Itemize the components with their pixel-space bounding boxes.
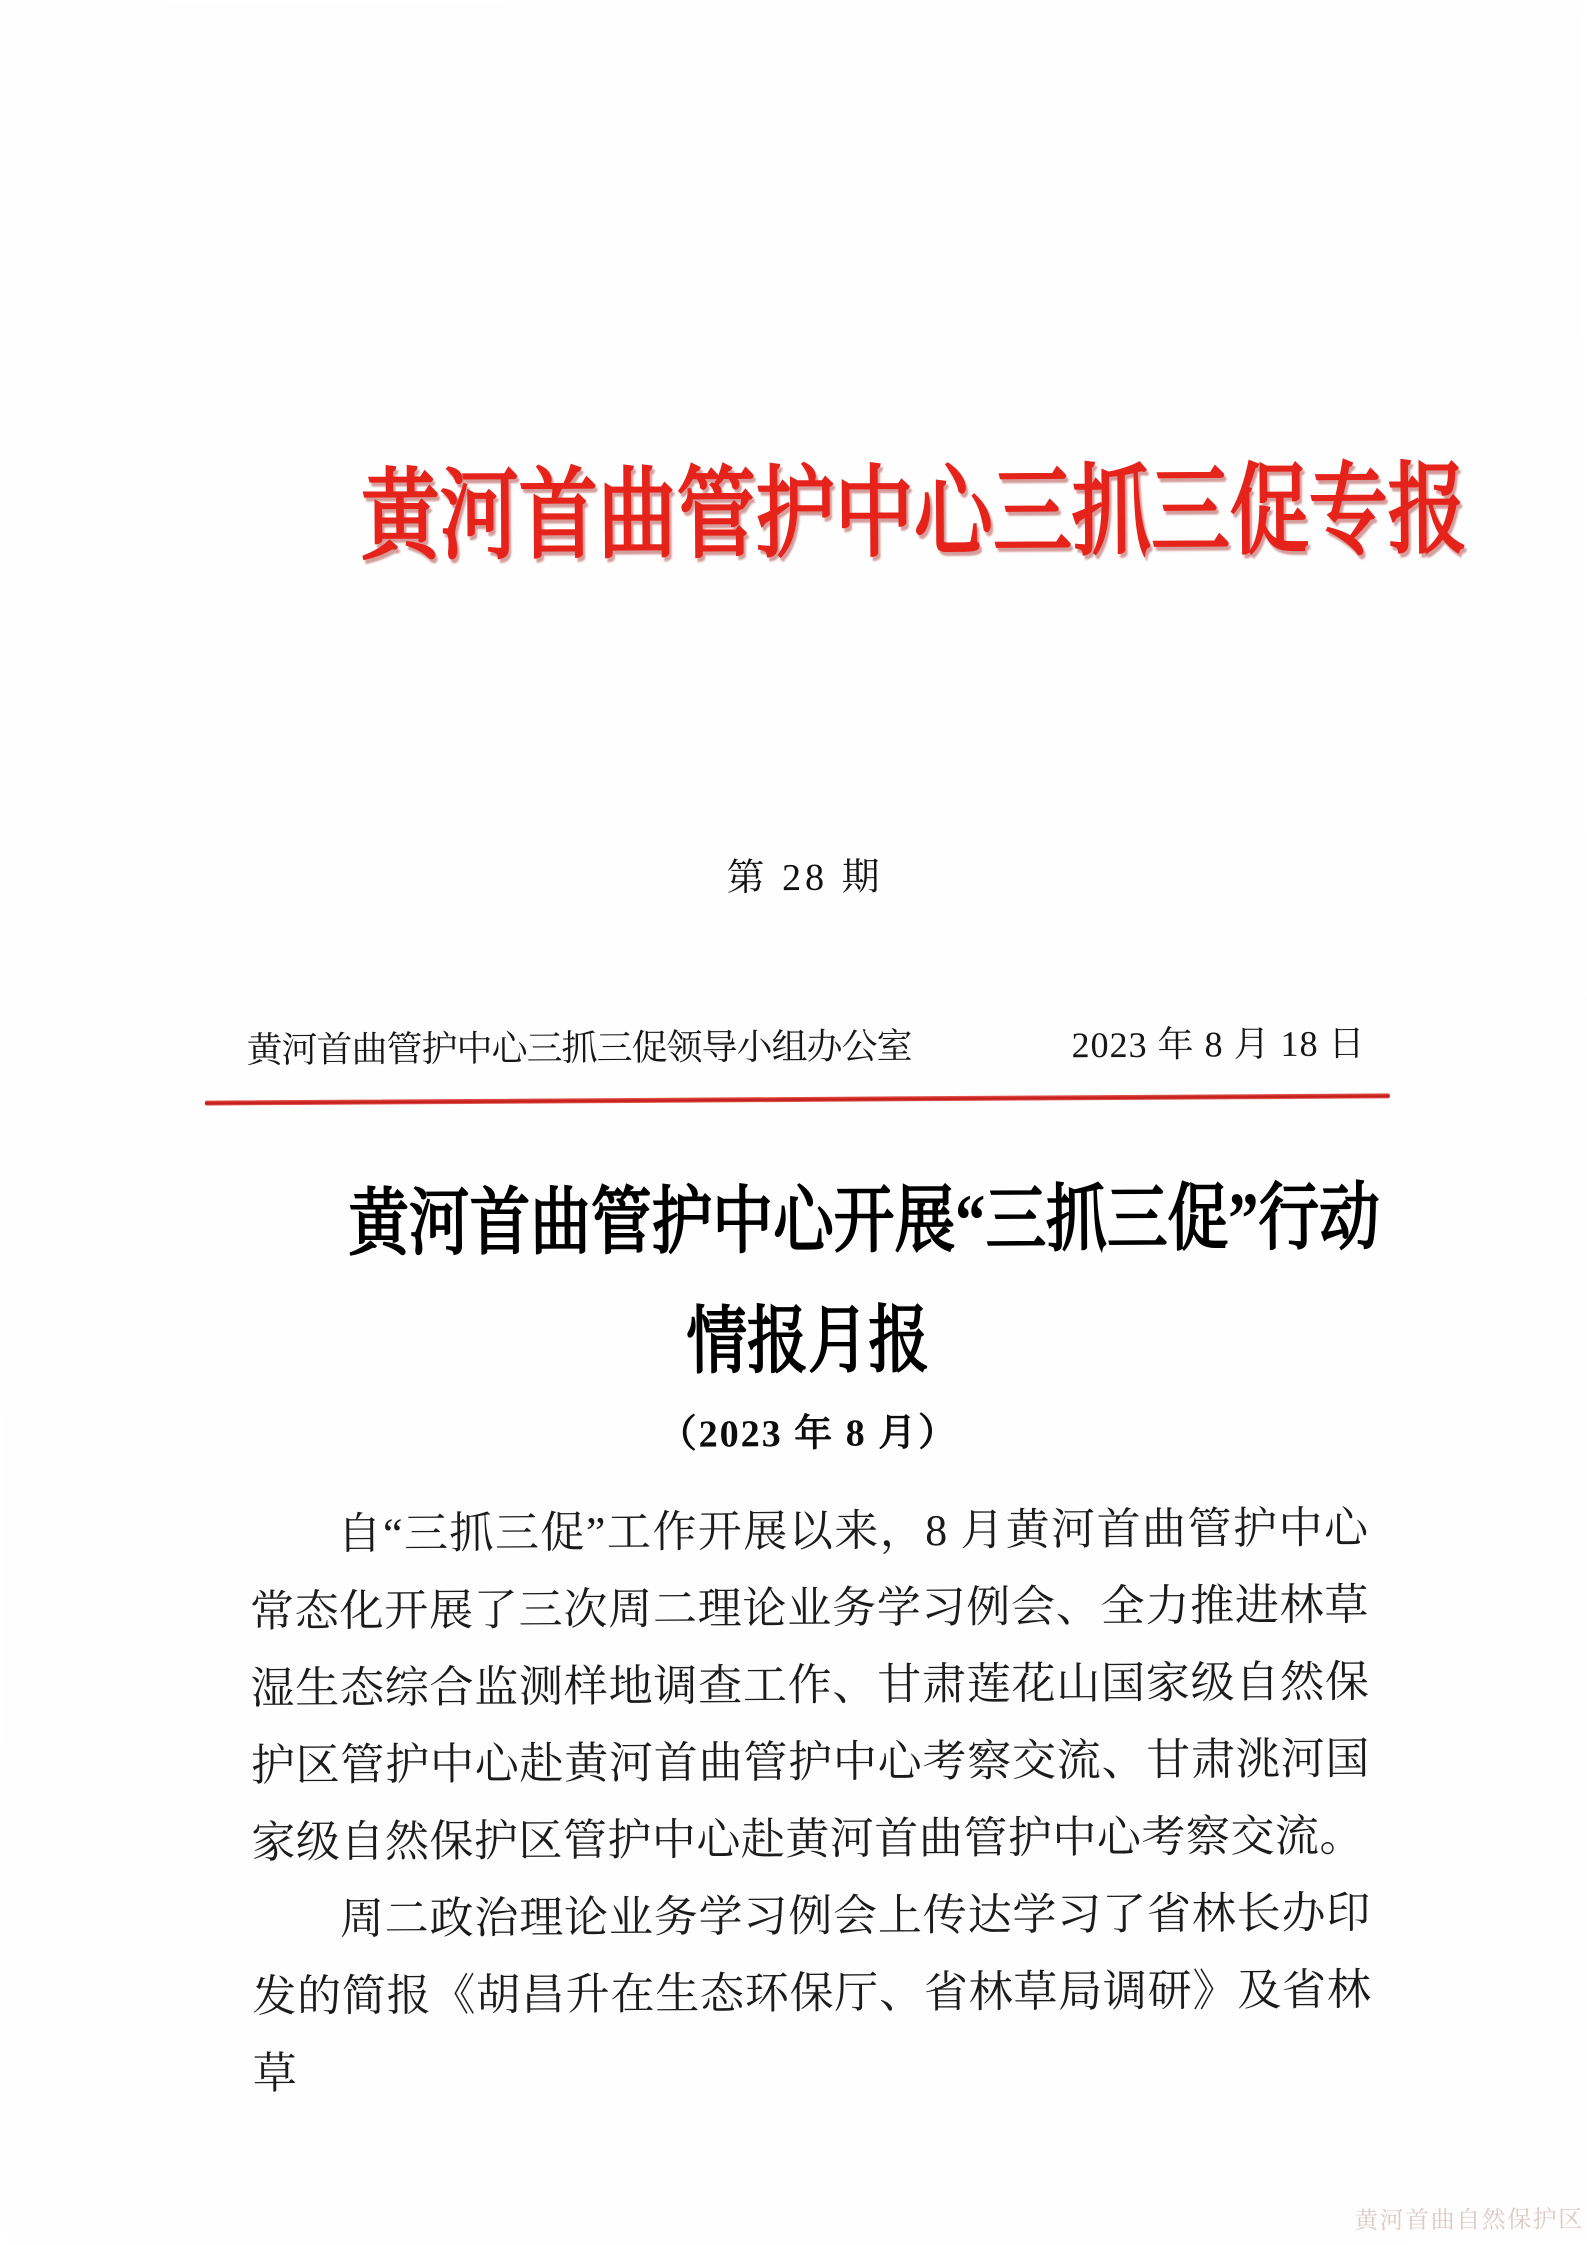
document-title <box>247 1159 1381 1406</box>
document-title-line-1: 黄河首曲管护中心开展“三抓三促”行动 <box>348 1177 1381 1267</box>
issuer-name: 黄河首曲管护中心三抓三促领导小组办公室 <box>246 1025 912 1070</box>
issue-number: 第 28 期 <box>726 856 884 900</box>
red-divider-rule <box>205 1094 1390 1106</box>
body-paragraph: 周二政治理论业务学习例会上传达学习了省林长办印发的简报《胡昌升在生态环保厅、省林草局调研》及省林草 <box>252 1888 1372 2099</box>
report-period: （2023 年 8 月） <box>658 1412 959 1457</box>
body-text <box>249 1490 1372 2113</box>
meta-row <box>246 1020 1365 1074</box>
watermark-text: 黄河首曲自然保护区 <box>1354 2207 1584 2235</box>
body-paragraph: 自“三抓三促”工作开展以来，8 月黄河首曲管护中心常态化开展了三次周二理论业务学习例会、全力推进林草湿生态综合监测样地调查工作、甘肃莲花山国家级自然保护区管护中心赴黄河首曲管护中心考察交流、甘肃洮河国家级自然保护区管护中心赴黄河首曲管护中心考察交流。 <box>249 1503 1371 1868</box>
masthead-title: 黄河首曲管护中心三抓三促专报 <box>360 454 1468 573</box>
publish-date: 2023 年 8 月 18 日 <box>1071 1023 1366 1065</box>
document-title-line-2: 情报月报 <box>686 1300 930 1385</box>
